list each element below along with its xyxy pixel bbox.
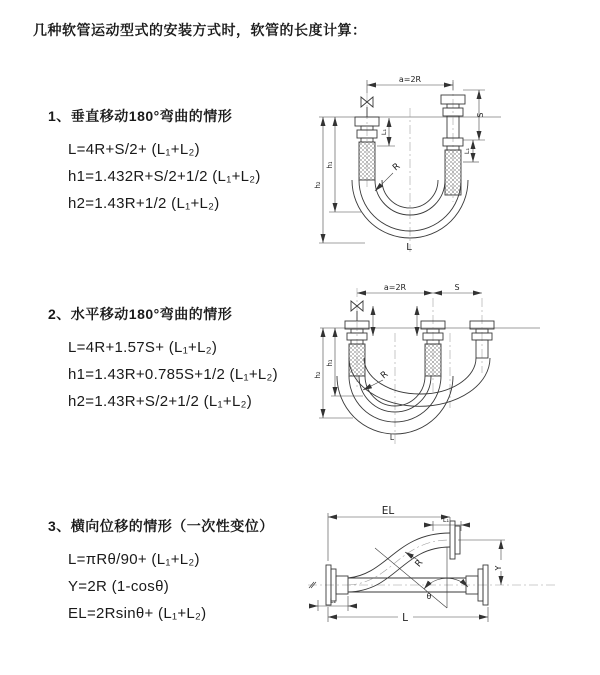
- formula-line: h1=1.43R+0.785S+1/2 (L₁+L₂): [68, 366, 278, 383]
- diagram-vertical-180-bend: [305, 60, 590, 260]
- label-s: S: [454, 283, 460, 292]
- hose-drawing: [319, 82, 501, 252]
- label-el: EL: [381, 505, 395, 517]
- label-a2r: a=2R: [383, 283, 407, 292]
- section-horizontal-bend: [48, 304, 348, 415]
- label-s: S: [476, 112, 485, 118]
- formula-line: h2=1.43R+S/2+1/2 (L₁+L₂): [68, 393, 253, 410]
- label-r: R: [379, 369, 391, 382]
- middle-fitting: [421, 321, 445, 376]
- hose-arc: [349, 376, 441, 422]
- label-y: Y: [494, 565, 503, 571]
- dimension-lines: [312, 513, 505, 622]
- curved-hose-wall: [348, 533, 450, 578]
- diagram-lateral-displacement: [300, 503, 600, 668]
- hose-drawing: [308, 521, 558, 608]
- formula-line: L=4R+1.57S+ (L₁+L₂): [68, 339, 218, 356]
- section-3-heading: 3、横向位移的情形（一次性变位）: [48, 518, 274, 534]
- label-l: L: [389, 433, 395, 442]
- label-h2: h₂: [314, 181, 322, 189]
- hose-arc-moved: [349, 358, 490, 406]
- label-h2: h₂: [314, 371, 322, 379]
- label-l: L: [406, 242, 412, 253]
- label-l: L: [402, 612, 408, 624]
- radius-leader: [375, 173, 393, 191]
- left-fitting: [345, 321, 369, 376]
- label-l1-left: L₁: [380, 128, 388, 136]
- section-vertical-bend: [48, 106, 348, 217]
- diagram-horizontal-180-bend: [305, 278, 595, 468]
- label-r: R: [413, 558, 426, 570]
- label-l1-right: L₁: [463, 147, 471, 155]
- formula-line: h1=1.432R+S/2+1/2 (L₁+L₂): [68, 168, 261, 185]
- section-1-heading: 1、垂直移动180°弯曲的情形: [48, 108, 233, 124]
- diagram-3-labels: [330, 505, 503, 624]
- formula-line: L=πRθ/90+ (L₁+L₂): [68, 551, 200, 568]
- label-theta: θ: [426, 592, 432, 601]
- label-r: R: [391, 161, 403, 174]
- angle-arc: [424, 578, 468, 589]
- left-fitting: [355, 117, 379, 180]
- label-l1-top: L₁: [442, 516, 450, 524]
- formula-line: Y=2R (1-cosθ): [68, 578, 170, 595]
- page-title: 几种软管运动型式的安装方式时，软管的长度计算：: [33, 22, 367, 38]
- braided-section: [359, 142, 375, 180]
- formula-line: L=4R+S/2+ (L₁+L₂): [68, 141, 200, 158]
- label-l1-left: L₁: [329, 597, 337, 605]
- label-h1: h₁: [326, 161, 334, 169]
- braided-section: [425, 344, 441, 376]
- label-h1: h₁: [326, 359, 334, 367]
- braided-section: [445, 150, 461, 195]
- formula-line: EL=2Rsinθ+ (L₁+L₂): [68, 605, 207, 622]
- hose-drawing: [320, 288, 540, 446]
- section-2-heading: 2、水平移动180°弯曲的情形: [48, 306, 233, 322]
- formula-line: h2=1.43R+1/2 (L₁+L₂): [68, 195, 220, 212]
- label-a2r: a=2R: [398, 75, 422, 84]
